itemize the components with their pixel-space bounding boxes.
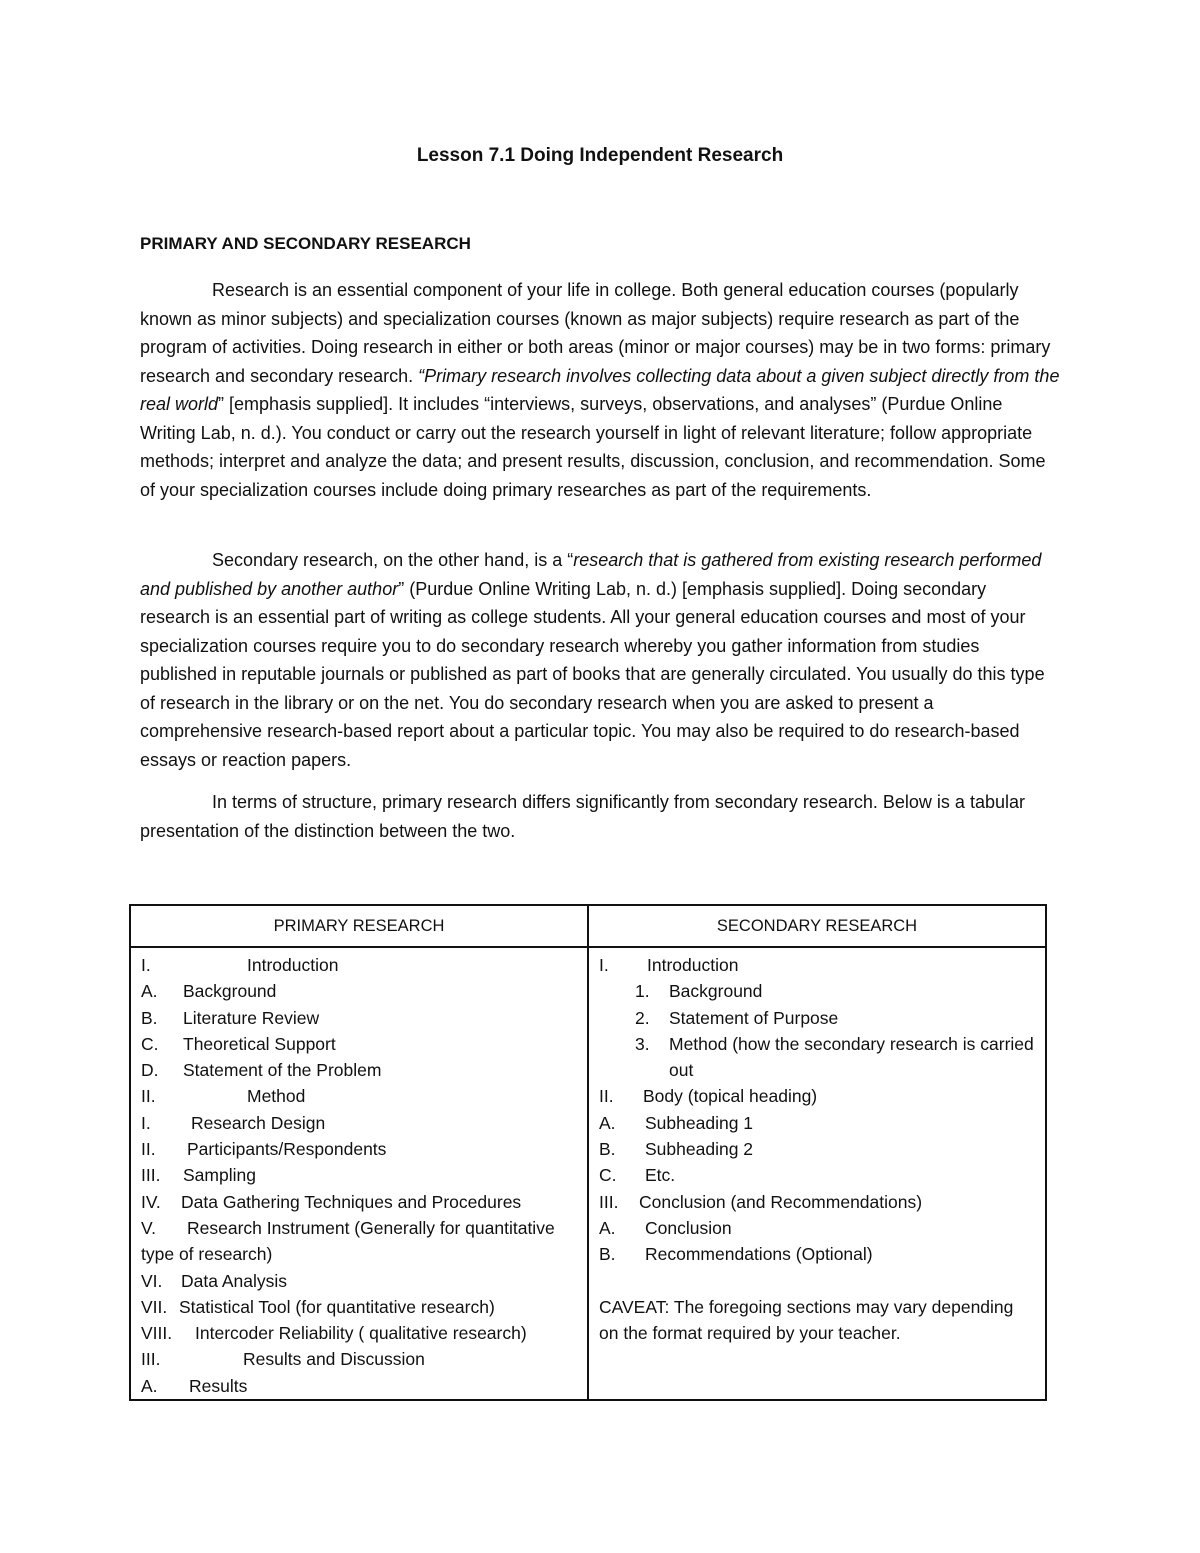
emphasis-quote: “Primary research involves collecting data about a given subject directly from the real world	[140, 365, 1060, 414]
paragraph-structure	[140, 788, 1060, 845]
paragraph-text: Research is an essential component of your life in college. Both general education courses (popularly known as minor subjects) and specialization courses (known as major subjects) require research as part of the program of activities. Doing research in either or both areas (minor or major courses) may be in two forms: primary research and secondary research.	[140, 280, 1051, 386]
outline-item: 2. Statement of Purpose	[635, 1007, 839, 1028]
outline-item: A. Results	[141, 1375, 248, 1396]
column-header-primary: PRIMARY RESEARCH	[130, 905, 588, 947]
secondary-outline	[588, 947, 1046, 1400]
outline-item: A. Background	[141, 981, 277, 1002]
paragraph-primary	[140, 276, 1060, 504]
paragraph-text: ” (Purdue Online Writing Lab, n. d.) [emphasis supplied]. Doing secondary research is an essential part of writing as college students. All your general education courses and most of your specialization courses require you to do secondary research whereby you gather information from studies published in reputable journals or published as part of books that are generally circulated. You usually do this type of research in the library or on the net. You do secondary research when you are asked to present a comprehensive research-based report about a particular topic. You may also be required to do research-based essays or reaction papers.	[140, 578, 1045, 770]
page-title: Lesson 7.1 Doing Independent Research	[416, 145, 784, 166]
outline-item: B. Literature Review	[141, 1007, 320, 1028]
outline-item: II. Body (topical heading)	[599, 1086, 818, 1107]
outline-item: A. Conclusion	[599, 1217, 732, 1238]
primary-outline	[130, 947, 588, 1400]
outline-item: 3. Method (how the secondary research is carried out	[635, 1033, 1034, 1081]
paragraph-secondary	[140, 546, 1060, 774]
outline-item: III. Conclusion (and Recommendations)	[599, 1191, 923, 1212]
outline-item: VII. Statistical Tool (for quantitative research)	[141, 1296, 495, 1317]
paragraph-text: ” [emphasis supplied]. It includes “interviews, surveys, observations, and analyses” (Purdue Online Writing Lab, n. d.). You conduct or carry out the research yourself in light of relevant literature; follow appropriate methods; interpret and analyze the data; and present results, discussion, conclusion, and recommendation. Some of your specialization courses include doing primary researches as part of the requirements.	[140, 394, 1046, 500]
outline-item: I. Introduction	[141, 955, 339, 975]
outline-item: VI. Data Analysis	[141, 1270, 288, 1291]
comparison-table	[129, 904, 1047, 1401]
outline-item: C. Etc.	[599, 1165, 676, 1186]
column-header-secondary: SECONDARY RESEARCH	[588, 905, 1046, 947]
outline-item: II. Participants/Respondents	[141, 1139, 387, 1160]
outline-item: C. Theoretical Support	[141, 1033, 336, 1054]
outline-item: III. Sampling	[141, 1165, 256, 1186]
paragraph-text: In terms of structure, primary research differs significantly from secondary research. Below is a tabular presentation of the distinction between the two.	[140, 792, 1025, 841]
caveat-note: CAVEAT: The foregoing sections may vary depending on the format required by your teacher.	[599, 1296, 1014, 1344]
outline-item: V. Research Instrument (Generally for quantitative type of research)	[141, 1217, 555, 1265]
outline-item: I. Introduction	[599, 955, 739, 975]
outline-item: 1. Background	[635, 981, 763, 1002]
outline-item: VIII. Intercoder Reliability ( qualitative research)	[141, 1323, 527, 1344]
emphasis-quote: research that is gathered from existing research performed and published by another author	[140, 550, 1042, 599]
outline-item: B. Subheading 2	[599, 1139, 754, 1160]
outline-item: D. Statement of the Problem	[141, 1060, 382, 1081]
outline-item: IV. Data Gathering Techniques and Procedures	[141, 1191, 522, 1212]
paragraph-text: Secondary research, on the other hand, is a “	[212, 550, 574, 570]
outline-item: I. Research Design	[141, 1112, 326, 1133]
outline-item: A. Subheading 1	[599, 1112, 754, 1133]
section-heading: PRIMARY AND SECONDARY RESEARCH	[140, 234, 471, 253]
outline-item: II. Method	[141, 1086, 306, 1107]
outline-item: III. Results and Discussion	[141, 1349, 425, 1370]
outline-item: B. Recommendations (Optional)	[599, 1244, 873, 1265]
